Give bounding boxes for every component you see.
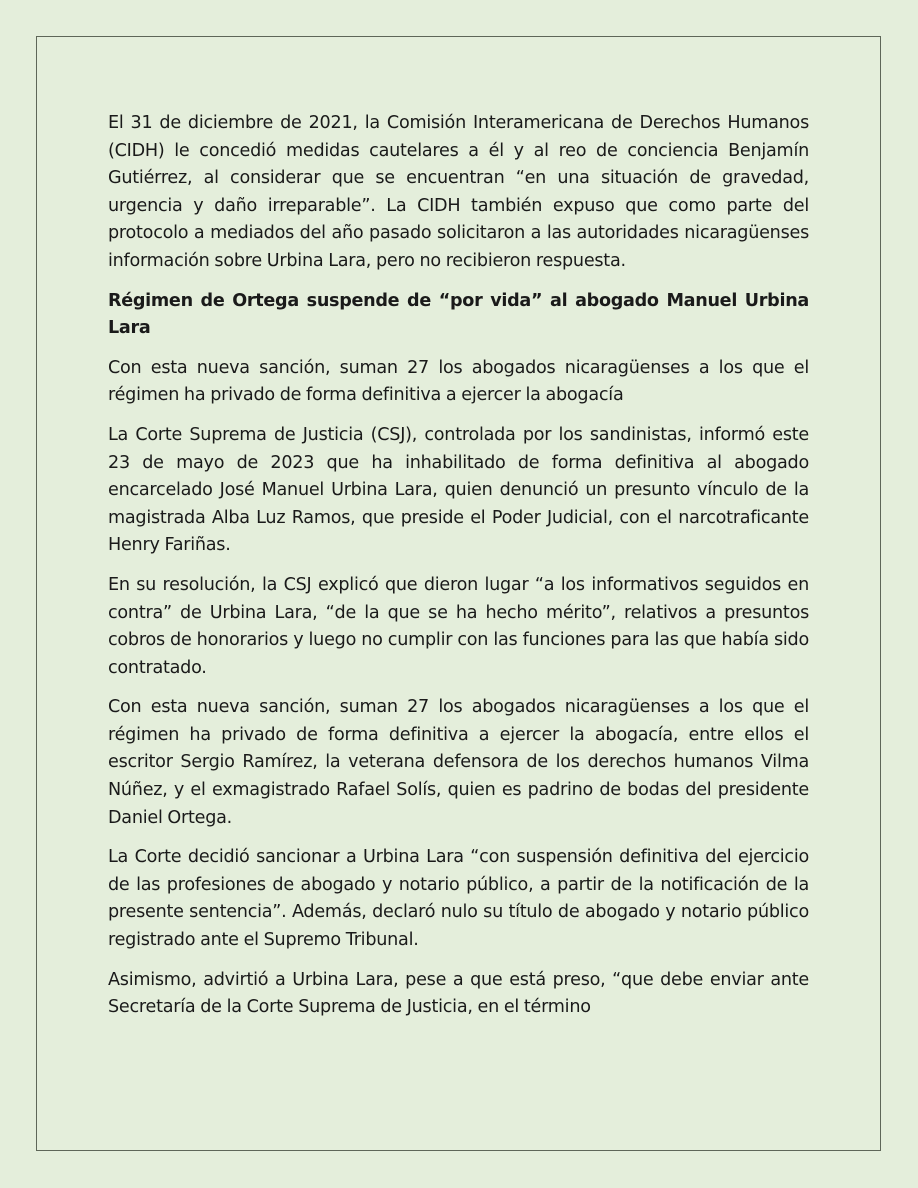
paragraph-corte-decidio: La Corte decidió sancionar a Urbina Lara “con suspensión definitiva del ejercicio de las profesiones de abogado y notario público, a partir de la notificación de la presente sentencia”. Además, declaró nulo su título de abogado y notario público registrado ante el Supremo Tribunal. <box>108 847 809 951</box>
paragraph-sancion-27: Con esta nueva sanción, suman 27 los abogados nicaragüenses a los que el régimen ha privado de forma definitiva a ejercer la abogacía, entre ellos el escritor Sergio Ramírez, la veterana defensora de los derechos humanos Vilma Núñez, y el exmagistrado Rafael Solís, quien es padrino de bodas del presidente Daniel Ortega. <box>108 697 809 828</box>
paragraph-cidh-medidas: El 31 de diciembre de 2021, la Comisión Interamericana de Derechos Humanos (CIDH) le concedió medidas cautelares a él y al reo de conciencia Benjamín Gutiérrez, al considerar que se encuentran “en una situación de gravedad, urgencia y daño irreparable”. La CIDH también expuso que como parte del protocolo a mediados del año pasado solicitaron a las autoridades nicaragüenses información sobre Urbina Lara, pero no recibieron respuesta. <box>108 113 809 271</box>
paragraph-resolucion: En su resolución, la CSJ explicó que dieron lugar “a los informativos seguidos en contra” de Urbina Lara, “de la que se ha hecho mérito”, relativos a presuntos cobros de honorarios y luego no cumplir con las funciones para las que había sido contratado. <box>108 574 809 678</box>
paragraph-lead: Con esta nueva sanción, suman 27 los abogados nicaragüenses a los que el régimen ha privado de forma definitiva a ejercer la abogacía <box>108 357 809 406</box>
paragraph-csj-inhabilita: La Corte Suprema de Justicia (CSJ), controlada por los sandinistas, informó este 23 de mayo de 2023 que ha inhabilitado de forma definitiva al abogado encarcelado José Manuel Urbina Lara, quien denunció un presunto vínculo de la magistrada Alba Luz Ramos, que preside el Poder Judicial, con el narcotraficante Henry Fariñas. <box>108 424 809 556</box>
section-heading: Régimen de Ortega suspende de “por vida” al abogado Manuel Urbina Lara <box>108 290 809 339</box>
paragraph-asimismo: Asimismo, advirtió a Urbina Lara, pese a que está preso, “que debe enviar ante Secretaría de la Corte Suprema de Justicia, en el término <box>108 969 809 1018</box>
document-body <box>108 110 809 1034</box>
